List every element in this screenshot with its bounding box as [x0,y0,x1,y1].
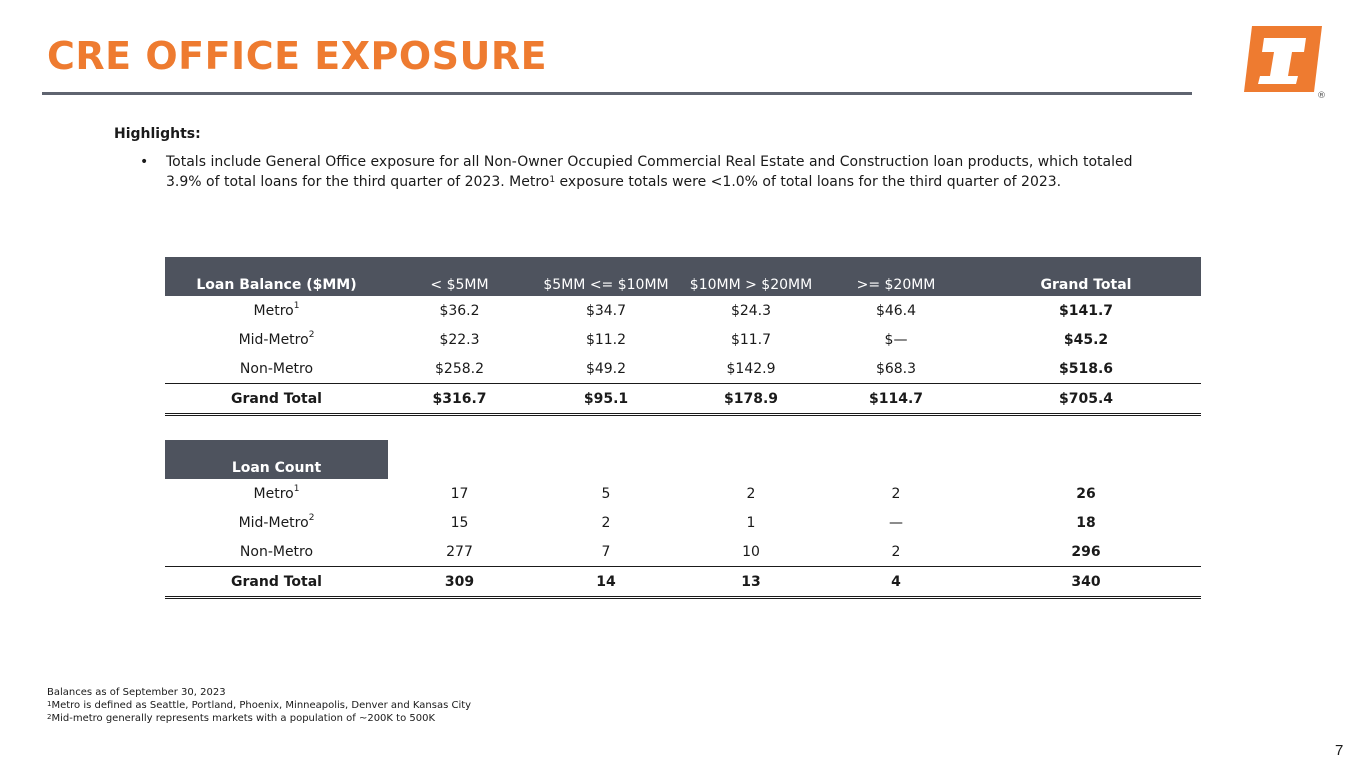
table-cell: 1 [746,514,756,531]
header-gte-20mm: >= $20MM [821,257,971,296]
table-cell: 10 [681,537,821,567]
table-cell: 2 [601,514,611,531]
table-row [165,479,1201,508]
row-label: Non-Metro [165,537,388,567]
footnote-mid-metro: $^2$Mid-metro generally represents markets with a population of ~200K to 500K [47,713,436,724]
table-cell: $68.3 [821,354,971,384]
bullet-text-part1: Totals include General Office exposure for all Non-Owner Occupied Commercial Real Estate and Construction loan products, which totaled 3.9% of total loans for the third quarter of 2023. Metro [166,154,1133,190]
page-number: 7 [1335,742,1344,759]
table-cell: 13 [681,567,821,598]
table-cell: 15 [450,514,469,531]
table-cell-total: 26 [1076,485,1096,502]
table-cell: $36.2 [439,302,480,319]
list-item [140,152,1160,192]
table-row [165,537,1201,567]
row-label: Metro$^1$ [253,300,300,319]
table-cell: — [889,514,903,531]
table-header-row [165,257,1201,296]
bullet-superscript: 1 [549,175,556,185]
header-10-20mm: $10MM > $20MM [681,257,821,296]
grand-total-row [165,567,1201,598]
table-cell: 277 [388,537,531,567]
table-cell-total: 340 [971,567,1201,598]
row-label: Non-Metro [165,354,388,384]
table-row [165,296,1201,325]
header-5-10mm: $5MM <= $10MM [531,257,681,296]
bullet-text-part2: exposure totals were <1.0% of total loans for the third quarter of 2023. [555,174,1062,190]
table-row [165,508,1201,537]
table-cell: $49.2 [531,354,681,384]
table-cell: $178.9 [681,384,821,415]
table-cell: 4 [821,567,971,598]
table-cell-total: $141.7 [1058,302,1114,319]
table-cell: $258.2 [388,354,531,384]
table-cell: $11.7 [730,331,772,348]
table-cell: $46.4 [875,302,917,319]
highlights-list [140,152,1160,192]
header-lt-5mm: < $5MM [388,257,531,296]
row-label: Grand Total [165,567,388,598]
registered-mark: ® [1317,91,1326,101]
row-label: Grand Total [165,384,388,415]
company-logo-icon [1240,22,1324,100]
highlights-label: Highlights: [114,126,201,142]
table-cell: $114.7 [821,384,971,415]
row-label: Mid-Metro$^2$ [238,329,315,348]
loan-balance-table [165,257,1201,416]
page-title: CRE OFFICE EXPOSURE [47,34,548,78]
table-cell: 5 [601,485,611,502]
header-loan-count: Loan Count [165,440,388,479]
footnote-balances-date: Balances as of September 30, 2023 [47,687,226,698]
table-cell-total: 296 [971,537,1201,567]
footnotes [47,686,471,725]
table-cell: 17 [450,485,469,502]
table-cell: $— [884,331,908,348]
table-cell: $11.2 [585,331,627,348]
row-label: Metro$^1$ [253,483,300,502]
table-cell: $24.3 [730,302,772,319]
title-divider [42,92,1192,95]
table-cell: $34.7 [585,302,627,319]
row-label: Mid-Metro$^2$ [238,512,315,531]
table-cell: $316.7 [388,384,531,415]
table-cell-total: $45.2 [1063,331,1109,348]
table-cell: 309 [388,567,531,598]
table-cell: $22.3 [439,331,480,348]
table-row [165,354,1201,384]
table-cell-total: 18 [1076,514,1096,531]
grand-total-row [165,384,1201,415]
loan-count-table [165,440,1201,599]
table-cell-total: $518.6 [971,354,1201,384]
table-cell: 2 [821,537,971,567]
table-cell-total: $705.4 [971,384,1201,415]
header-loan-balance: Loan Balance ($MM) [165,257,388,296]
table-cell: 2 [891,485,901,502]
table-cell: $142.9 [681,354,821,384]
table-row [165,325,1201,354]
table-cell: 14 [531,567,681,598]
header-grand-total: Grand Total [971,257,1201,296]
table-cell: $95.1 [531,384,681,415]
table-header-row [165,440,1201,479]
footnote-metro: $^1$Metro is defined as Seattle, Portland, Phoenix, Minneapolis, Denver and Kansas City [47,700,472,711]
bullet-icon: • [140,154,149,170]
table-cell: 2 [746,485,756,502]
table-cell: 7 [531,537,681,567]
